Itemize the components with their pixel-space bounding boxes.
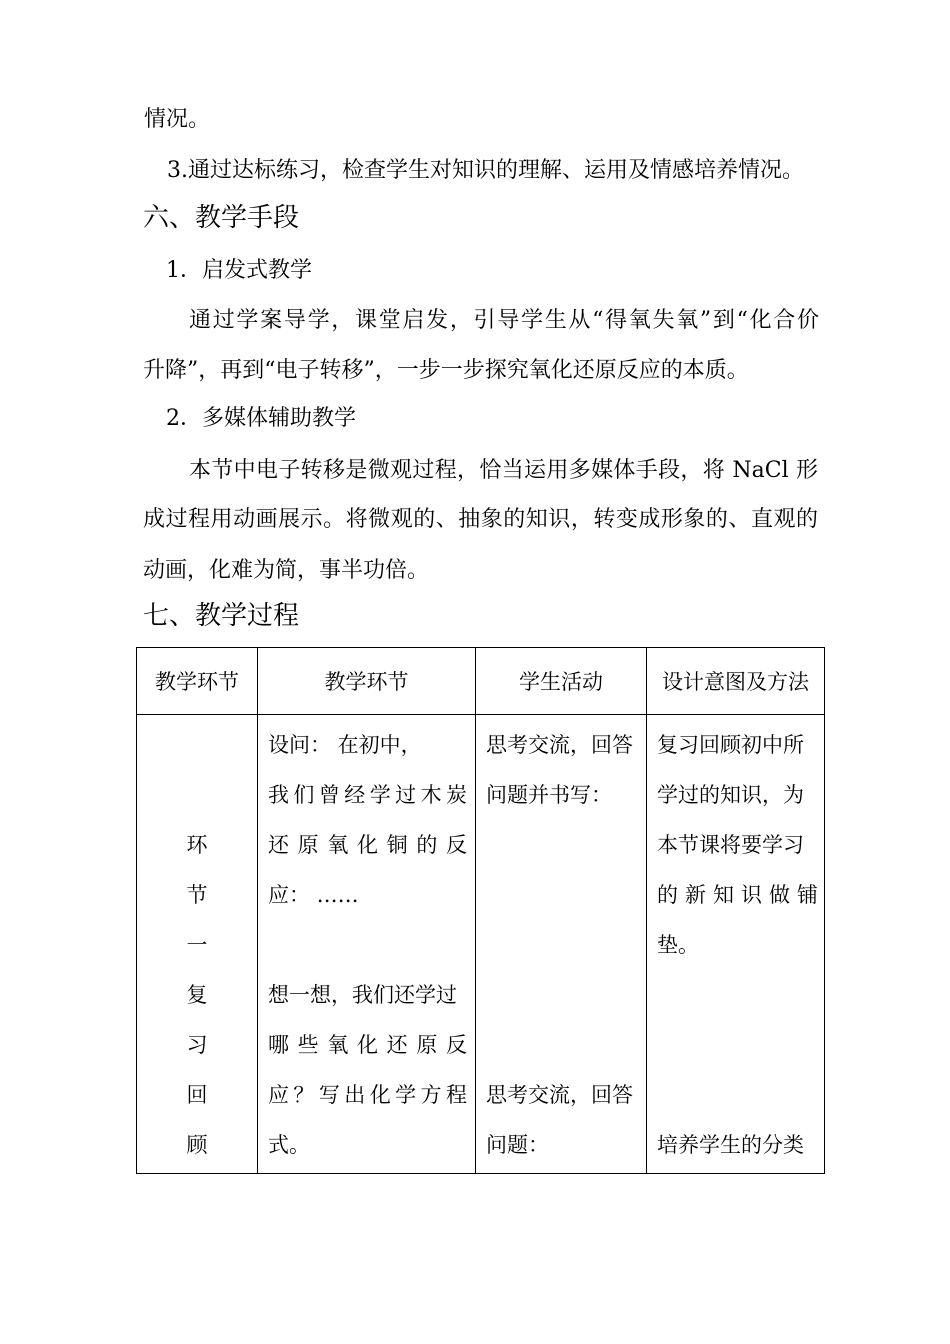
section-6-title: 六、教学手段 (143, 203, 300, 233)
cell-text-line: 思考交流，回答 (486, 1083, 633, 1107)
cell-text-line: 学过的知识，为 (657, 783, 804, 807)
teaching-process-table (136, 647, 825, 1174)
teaching-cell (258, 715, 476, 1174)
cell-text-line: 问题： (486, 1133, 549, 1157)
cell-text-line: 顾 (186, 1133, 208, 1157)
cell-text-line (137, 723, 257, 773)
design-intent-cell (647, 715, 825, 1174)
paragraph-2-line-1: 本节中电子转移是微观过程，恰当运用多媒体手段，将 NaCl 形 (189, 458, 818, 483)
paragraph-2-line-3: 动画，化难为简，事半功倍。 (143, 558, 430, 583)
cell-text-line: 应？写出化学方程 (268, 1083, 467, 1107)
cell-text-line (258, 923, 475, 973)
cell-text-line: 本节课将要学习 (657, 833, 804, 857)
cell-text-line: 式。 (268, 1133, 310, 1157)
header-cell: 教学环节 (258, 648, 476, 715)
stage-cell (137, 715, 258, 1174)
table-header-row (137, 648, 825, 715)
cell-text-line (647, 1023, 824, 1073)
student-activity-cell (476, 715, 647, 1174)
cell-text-line (647, 973, 824, 1023)
cell-text-line (476, 973, 646, 1023)
cell-text-line: 问题并书写： (486, 783, 612, 807)
cell-text-line: 复习回顾初中所 (657, 733, 804, 757)
cell-text-line (476, 873, 646, 923)
table-row (137, 715, 825, 1174)
paragraph-2-line-2: 成过程用动画展示。将微观的、抽象的知识，转变成形象的、直观的 (143, 507, 818, 532)
item-3: 3.通过达标练习，检查学生对知识的理解、运用及情感培养情况。 (167, 158, 804, 183)
cell-text-line: 培养学生的分类 (657, 1133, 804, 1157)
cell-text-line (476, 823, 646, 873)
cell-text-line: 节 (186, 883, 208, 907)
cell-text-line: 复 (186, 983, 208, 1007)
cell-text-line: 回 (186, 1083, 208, 1107)
cell-text-line: 思考交流，回答 (486, 733, 633, 757)
header-cell: 教学环节 (137, 648, 258, 715)
cell-text-line: 环 (186, 833, 208, 857)
header-cell: 设计意图及方法 (647, 648, 825, 715)
cell-text-line: 我们曾经学过木炭 (268, 783, 467, 807)
cell-text-line: 设问： 在初中， (268, 733, 422, 757)
cell-text-line (476, 1023, 646, 1073)
cell-text-line (647, 1073, 824, 1123)
cell-text-line: 想一想，我们还学过 (268, 983, 457, 1007)
cell-text-line: 垫。 (657, 933, 699, 957)
paragraph-1-line-1: 通过学案导学，课堂启发，引导学生从“得氧失氧”到“化合价 (189, 308, 819, 333)
paragraph-1-line-2: 升降”，再到“电子转移”，一步一步探究氧化还原反应的本质。 (143, 358, 749, 383)
cell-text-line: 应： …… (268, 883, 359, 907)
cell-text-line: 哪些氧化还原反 (268, 1033, 467, 1057)
cell-text-line: 还原氧化铜的反 (268, 833, 467, 857)
section-7-title: 七、教学过程 (143, 601, 300, 631)
cell-text-line: 的新知识做铺 (657, 883, 818, 907)
header-cell: 学生活动 (476, 648, 647, 715)
subsection-2-title: 2．多媒体辅助教学 (166, 406, 356, 431)
subsection-1-title: 1．启发式教学 (166, 258, 312, 283)
continuation-line: 情况。 (144, 107, 211, 132)
cell-text-line: 一 (186, 933, 208, 957)
cell-text-line: 习 (186, 1033, 208, 1057)
cell-text-line (137, 773, 257, 823)
cell-text-line (476, 923, 646, 973)
